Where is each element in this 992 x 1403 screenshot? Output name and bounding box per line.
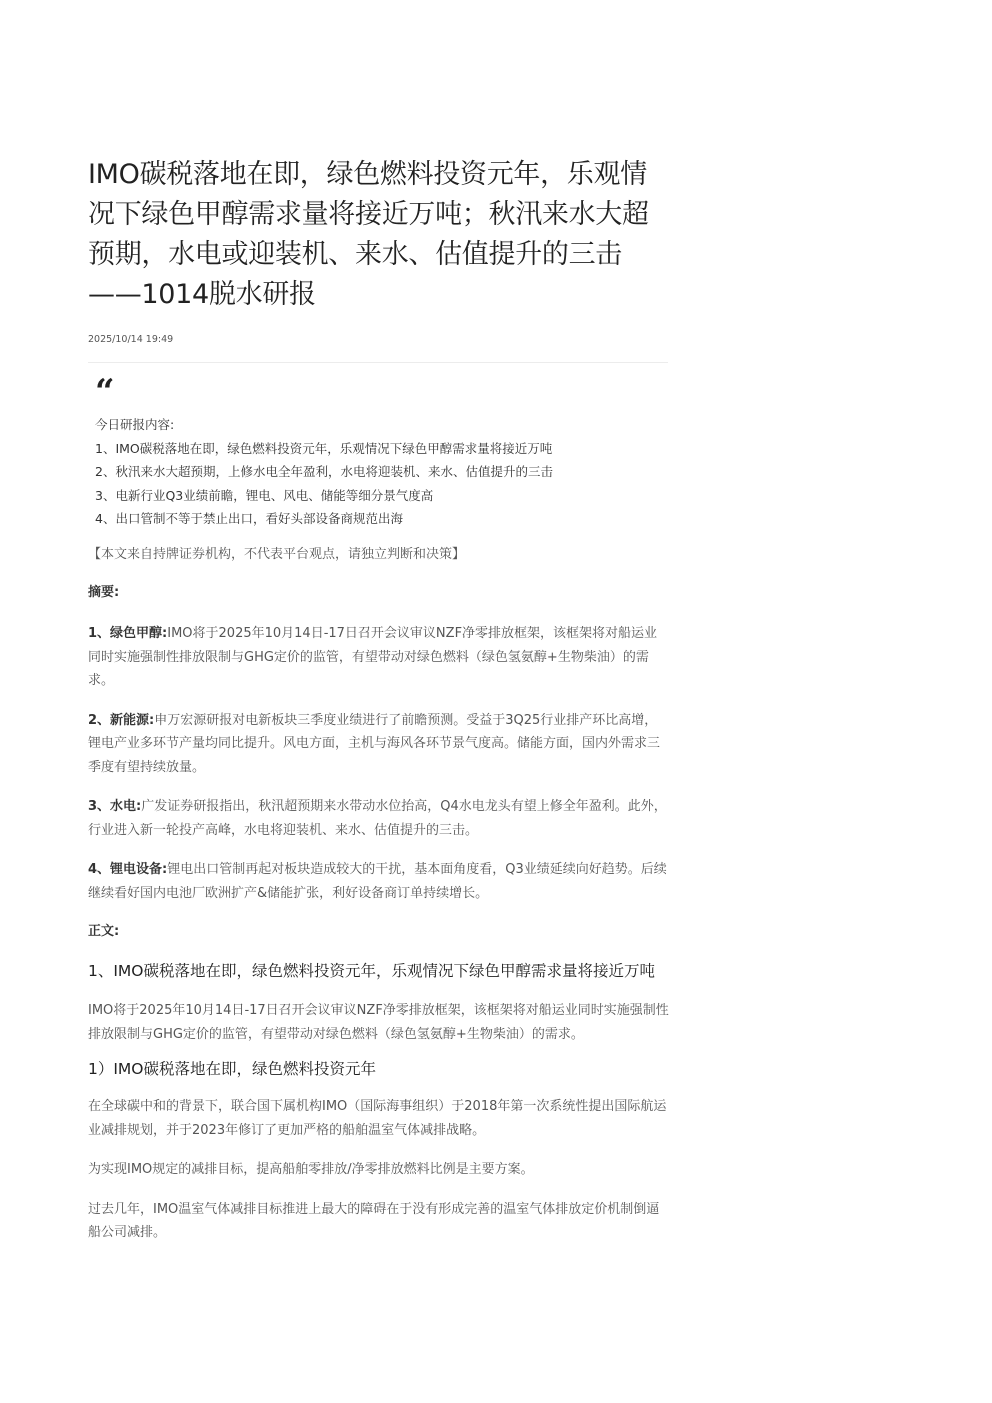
disclaimer: 【本文来自持牌证券机构，不代表平台观点，请独立判断和决策】 xyxy=(88,546,466,562)
summary-item xyxy=(88,709,670,780)
quote-intro: 今日研报内容: xyxy=(95,417,175,432)
quote-block xyxy=(88,372,670,531)
summary-item-lead: 4、锂电设备: xyxy=(88,862,168,877)
body-label: 正文: xyxy=(88,924,120,939)
subsection-paragraph: 为实现IMO规定的减排目标，提高船舶零排放/净零排放燃料比例是主要方案。 xyxy=(88,1162,534,1177)
article xyxy=(88,155,670,1245)
quote-item: 1、IMO碳税落地在即，绿色燃料投资元年，乐观情况下绿色甲醇需求量将接近万吨 xyxy=(95,440,553,456)
subsection-paragraph: 在全球碳中和的背景下，联合国下属机构IMO（国际海事组织）于2018年第一次系统性提出国际航运业减排规划，并于2023年修订了更加严格的船舶温室气体减排战略。 xyxy=(88,1099,667,1138)
summary-label: 摘要: xyxy=(88,585,120,600)
summary-item xyxy=(88,858,670,905)
summary-item-text: 锂电出口管制再起对板块造成较大的干扰，基本面角度看，Q3业绩延续向好趋势。后续继续看好国内电池厂欧洲扩产&储能扩张，利好设备商订单持续增长。 xyxy=(88,862,667,901)
quote-mark-icon: “ xyxy=(95,372,111,412)
article-title: IMO碳税落地在即，绿色燃料投资元年，乐观情况下绿色甲醇需求量将接近万吨；秋汛来水大超预期，水电或迎装机、来水、估值提升的三击——1014脱水研报 xyxy=(88,159,649,310)
summary-item-text: IMO将于2025年10月14日-17日召开会议审议NZF净零排放框架，该框架将对船运业同时实施强制性排放限制与GHG定价的监管，有望带动对绿色燃料（绿色氢氨醇+生物柴油）的需求。 xyxy=(88,626,658,688)
title-divider xyxy=(88,362,668,363)
section-heading: 1、IMO碳税落地在即，绿色燃料投资元年，乐观情况下绿色甲醇需求量将接近万吨 xyxy=(88,962,656,980)
subsection-heading: 1）IMO碳税落地在即，绿色燃料投资元年 xyxy=(88,1060,377,1078)
publish-date: 2025/10/14 19:49 xyxy=(88,334,174,345)
quote-lines xyxy=(95,413,670,531)
summary-item-lead: 2、新能源: xyxy=(88,712,155,728)
quote-item: 3、电新行业Q3业绩前瞻，锂电、风电、储能等细分景气度高 xyxy=(95,487,434,503)
summary-item-lead: 3、水电: xyxy=(88,799,142,814)
summary-item xyxy=(88,622,670,693)
summary-item-text: 申万宏源研报对电新板块三季度业绩进行了前瞻预测。受益于3Q25行业排产环比高增，锂电产业多环节产量均同比提升。风电方面，主机与海风各环节景气度高。储能方面，国内外需求三季度有望持续放量。 xyxy=(88,712,661,775)
quote-item: 4、出口管制不等于禁止出口，看好头部设备商规范出海 xyxy=(95,511,403,526)
summary-item-text: 广发证券研报指出，秋汛超预期来水带动水位抬高，Q4水电龙头有望上修全年盈利。此外，行业进入新一轮投产高峰，水电将迎装机、来水、估值提升的三击。 xyxy=(88,799,667,838)
quote-item: 2、秋汛来水大超预期，上修水电全年盈利，水电将迎装机、来水、估值提升的三击 xyxy=(95,464,553,479)
section-paragraph: IMO将于2025年10月14日-17日召开会议审议NZF净零排放框架，该框架将对船运业同时实施强制性排放限制与GHG定价的监管，有望带动对绿色燃料（绿色氢氨醇+生物柴油）的需求。 xyxy=(88,1003,669,1042)
subsection-paragraph: 过去几年，IMO温室气体减排目标推进上最大的障碍在于没有形成完善的温室气体排放定价机制倒逼船公司减排。 xyxy=(88,1201,660,1240)
summary-item-lead: 1、绿色甲醇: xyxy=(88,626,168,641)
summary-item xyxy=(88,795,670,842)
